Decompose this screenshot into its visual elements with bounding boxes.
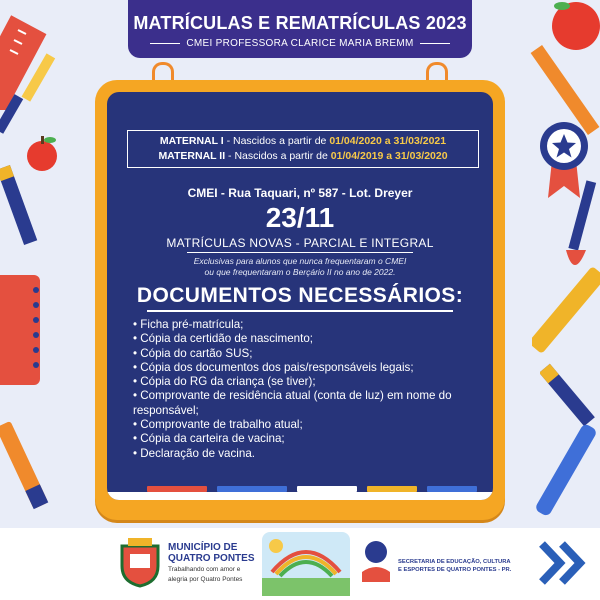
municipality-name-line-1: MUNICÍPIO DE xyxy=(168,542,238,553)
maternal-1-text: - Nascidos a partir de xyxy=(223,135,330,147)
page-subtitle: CMEI PROFESSORA CLARICE MARIA BREMM xyxy=(128,38,472,49)
age-ranges-box xyxy=(127,130,479,168)
list-item: • Cópia do RG da criança (se tiver); xyxy=(133,375,479,389)
secretaria-logo xyxy=(358,538,394,584)
chalkboard-frame xyxy=(95,80,505,520)
chalk-tray xyxy=(107,492,493,500)
municipal-crest-logo xyxy=(118,536,162,588)
exclusive-note xyxy=(107,256,493,278)
paintbrush-icon xyxy=(0,50,60,140)
documents-divider xyxy=(147,310,453,312)
pencil-icon xyxy=(0,165,60,255)
double-chevron-right-icon[interactable] xyxy=(536,540,588,586)
chalkboard xyxy=(107,92,493,500)
enrollment-date: 23/11 xyxy=(265,202,335,233)
list-item: • Cópia do cartão SUS; xyxy=(133,347,479,361)
address: CMEI - Rua Taquari, nº 587 - Lot. Dreyer xyxy=(187,186,413,200)
municipality-name-line-2: QUATRO PONTES xyxy=(168,553,255,564)
documents-title: DOCUMENTOS NECESSÁRIOS: xyxy=(136,284,464,307)
list-item: • Declaração de vacina. xyxy=(133,447,479,461)
page-title: MATRÍCULAS E REMATRÍCULAS 2023 xyxy=(133,13,467,33)
list-item: • Comprovante de trabalho atual; xyxy=(133,418,479,432)
marker-icon xyxy=(0,420,60,520)
municipality-block xyxy=(168,542,254,584)
list-item: • Cópia da certidão de nascimento; xyxy=(133,332,479,346)
documents-list xyxy=(133,318,479,461)
list-item: • Cópia da carteira de vacina; xyxy=(133,432,479,446)
divider xyxy=(187,252,413,253)
pen-icon xyxy=(536,420,600,520)
maternal-2-range: 01/04/2019 a 31/03/2020 xyxy=(330,150,448,162)
maternal-2-label: MATERNAL II xyxy=(158,150,226,162)
footer xyxy=(0,528,600,600)
maternal-2-text: - Nascidos a partir de xyxy=(225,150,331,162)
secretaria-block xyxy=(398,558,511,574)
header-banner xyxy=(128,0,472,58)
maternal-1-line xyxy=(132,134,474,149)
exclusive-note-line-1: Exclusivas para alunos que nunca frequentaram o CMEI xyxy=(193,256,407,266)
list-item: • Comprovante de residência atual (conta de luz) em nome do responsável; xyxy=(133,389,479,418)
list-item: • Ficha pré-matrícula; xyxy=(133,318,479,332)
crayon-icon xyxy=(532,260,600,360)
slogan-line-2: alegria por Quatro Pontes xyxy=(168,576,243,583)
secretaria-line-1: SECRETARIA DE EDUCAÇÃO, CULTURA xyxy=(398,559,511,565)
slogan-line-1: Trabalhando com amor e xyxy=(168,566,241,573)
notebook-icon xyxy=(0,275,60,395)
maternal-1-label: MATERNAL I xyxy=(159,135,224,147)
maternal-1-range: 01/04/2020 a 31/03/2021 xyxy=(329,135,447,147)
exclusive-note-line-2: ou que frequentaram o Berçário II no ano de 2022. xyxy=(204,267,396,277)
enrollment-type: MATRÍCULAS NOVAS - PARCIAL E INTEGRAL xyxy=(166,236,434,250)
cmei-logo xyxy=(262,532,350,596)
maternal-2-line xyxy=(132,149,474,164)
secretaria-line-2: E ESPORTES DE QUATRO PONTES - PR. xyxy=(398,567,512,573)
list-item: • Cópia dos documentos dos pais/responsáveis legais; xyxy=(133,361,479,375)
